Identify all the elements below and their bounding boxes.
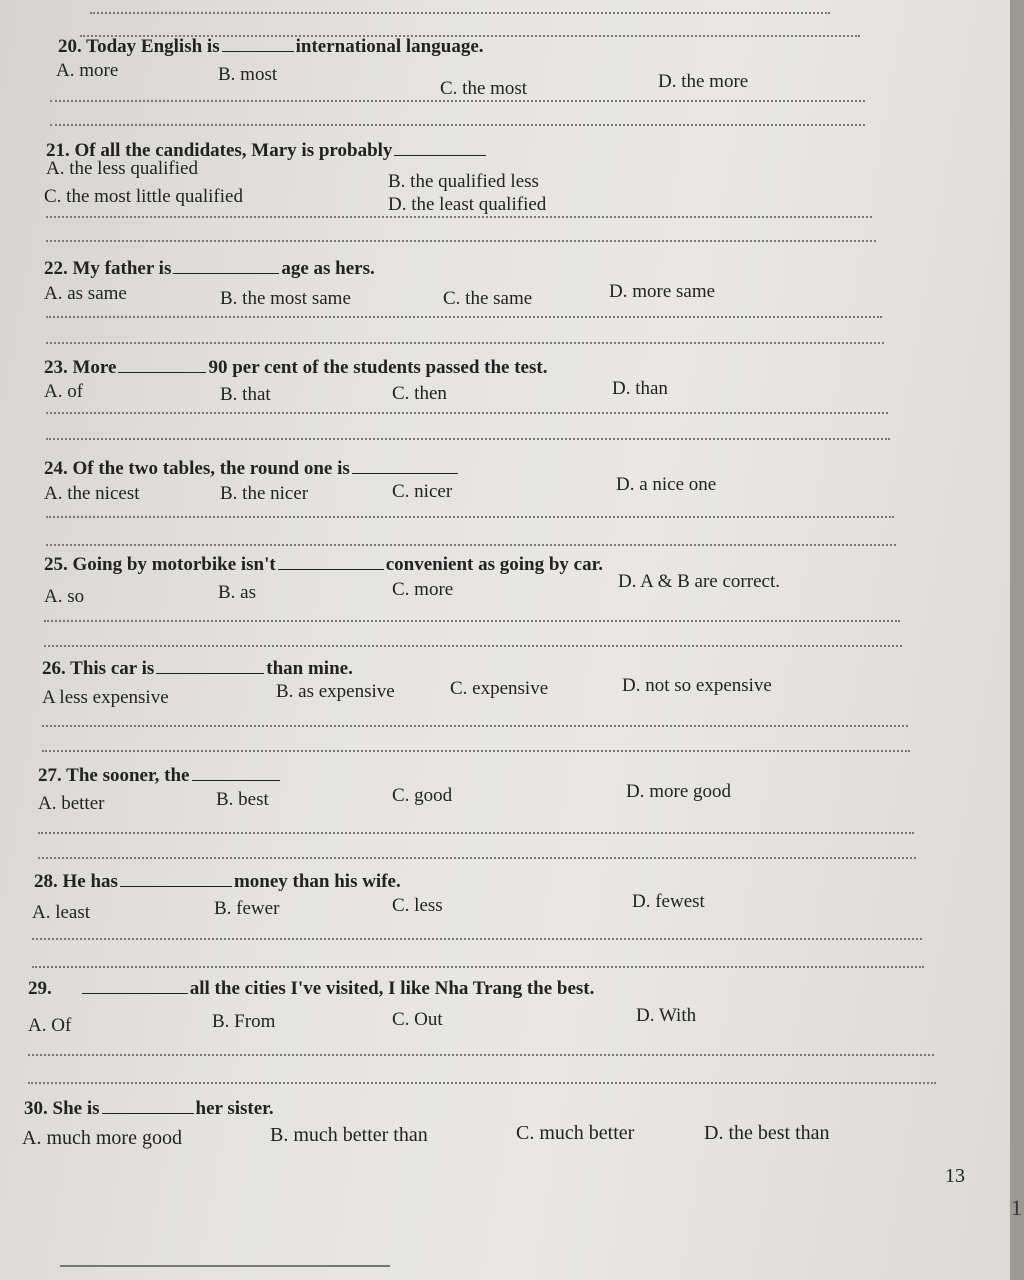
option-a[interactable]: A. of (44, 381, 84, 402)
question-stem: 29. all the cities I've visited, I like Nha Trang the best. (28, 978, 595, 999)
option-d[interactable]: D. fewest (632, 891, 705, 912)
option-c[interactable]: C. the most little qualified (44, 186, 243, 207)
option-c[interactable]: C. expensive (450, 678, 549, 699)
option-c[interactable]: C. much better (516, 1122, 635, 1144)
footer-line (60, 1265, 390, 1267)
option-c[interactable]: C. Out (392, 1009, 443, 1030)
answer-line (46, 216, 872, 218)
option-b[interactable]: B. the most same (220, 288, 351, 309)
option-a[interactable]: A. Of (28, 1015, 72, 1036)
answer-line (38, 832, 914, 834)
answer-line (32, 938, 922, 940)
option-a[interactable]: A. the less qualified (46, 158, 198, 179)
answer-line (44, 620, 900, 622)
option-b[interactable]: B. much better than (270, 1124, 428, 1146)
answer-line (44, 645, 902, 647)
option-c[interactable]: C. the same (443, 288, 533, 309)
answer-line (46, 516, 894, 518)
option-b[interactable]: B. From (212, 1011, 276, 1032)
option-d[interactable]: D. the more (658, 71, 749, 92)
option-a[interactable]: A. the nicest (44, 483, 140, 504)
option-d[interactable]: D. than (612, 378, 668, 399)
option-a[interactable]: A. as same (44, 283, 127, 304)
answer-line (50, 124, 865, 126)
answer-line (46, 240, 876, 242)
option-d[interactable]: D. a nice one (616, 474, 717, 495)
answer-line (28, 1054, 934, 1056)
option-d[interactable]: D. more good (626, 781, 732, 802)
option-d[interactable]: D. With (636, 1005, 697, 1026)
option-b[interactable]: B. as expensive (276, 681, 395, 702)
question-stem: 20. Today English is international language. (58, 36, 484, 57)
edge-mark: 1 (1011, 1195, 1022, 1220)
option-c[interactable]: C. less (392, 895, 443, 916)
answer-line (46, 316, 882, 318)
answer-line (28, 1082, 936, 1084)
page-number: 13 (945, 1165, 965, 1187)
option-b[interactable]: B. that (220, 384, 271, 405)
option-b[interactable]: B. the qualified less (388, 171, 539, 192)
option-b[interactable]: B. the nicer (220, 483, 309, 504)
question-stem: 30. She is her sister. (24, 1098, 274, 1119)
option-c[interactable]: C. the most (440, 78, 528, 99)
option-d[interactable]: D. the least qualified (388, 194, 547, 215)
option-d[interactable]: D. A & B are correct. (618, 571, 780, 592)
answer-line (46, 438, 890, 440)
question-stem: 26. This car is than mine. (42, 658, 353, 679)
answer-line (42, 750, 910, 752)
option-c[interactable]: C. more (392, 579, 454, 600)
option-b[interactable]: B. best (216, 789, 269, 810)
option-b[interactable]: B. as (218, 582, 256, 603)
question-stem: 22. My father is age as hers. (44, 258, 375, 279)
question-stem: 24. Of the two tables, the round one is (44, 458, 460, 480)
option-b[interactable]: B. most (218, 64, 278, 85)
next-page-edge (1010, 0, 1024, 1280)
option-c[interactable]: C. then (392, 383, 447, 404)
answer-line (46, 342, 884, 344)
option-a[interactable]: A. least (32, 902, 91, 923)
answer-line (46, 412, 888, 414)
option-a[interactable]: A. better (38, 793, 105, 814)
question-stem: 23. More 90 per cent of the students passed the test. (44, 357, 548, 378)
option-d[interactable]: D. not so expensive (622, 675, 772, 696)
question-stem: 27. The sooner, the (38, 765, 282, 787)
option-c[interactable]: C. nicer (392, 481, 453, 502)
option-a[interactable]: A. so (44, 586, 85, 607)
option-d[interactable]: D. the best than (704, 1122, 830, 1144)
option-c[interactable]: C. good (392, 785, 453, 806)
option-a[interactable]: A. much more good (22, 1127, 182, 1149)
answer-line (46, 544, 896, 546)
option-b[interactable]: B. fewer (214, 898, 280, 919)
answer-line (42, 725, 908, 727)
question-stem: 25. Going by motorbike isn't convenient as going by car. (44, 554, 604, 575)
option-a[interactable]: A. more (56, 60, 119, 81)
answer-line (38, 857, 916, 859)
answer-line (32, 966, 924, 968)
answer-line (50, 100, 865, 102)
option-d[interactable]: D. more same (609, 281, 716, 302)
question-stem: 21. Of all the candidates, Mary is probably (46, 140, 488, 162)
question-stem: 28. He has money than his wife. (34, 871, 401, 892)
option-a[interactable]: A less expensive (42, 687, 169, 708)
